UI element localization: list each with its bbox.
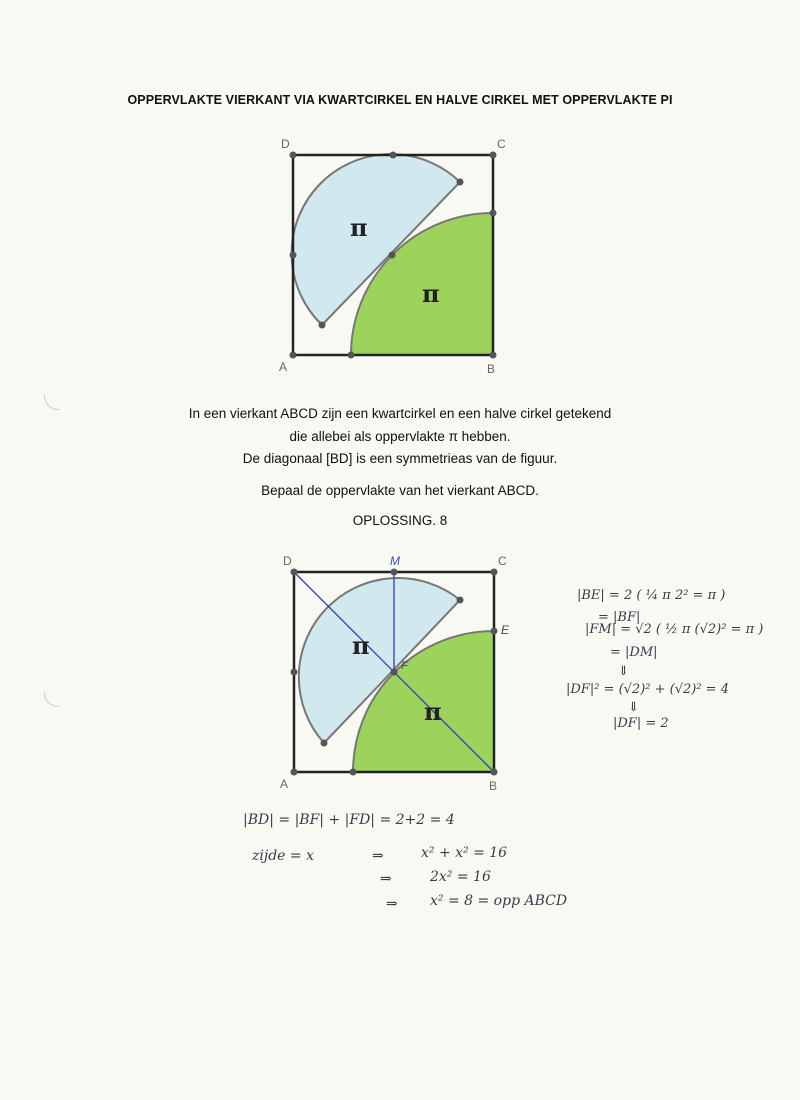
note-eq-2: 2x² = 16	[430, 869, 491, 885]
note-be: |BE| = 2 ( ¼ π 2² = π )	[577, 588, 726, 603]
note-df-squared: |DF|² = (√2)² + (√2)² = 4	[566, 682, 729, 697]
label-e: E	[501, 623, 510, 637]
note-fm: |FM| = √2 ( ½ π (√2)² = π )	[585, 622, 764, 637]
label-m: M	[390, 554, 400, 568]
problem-line-2: die allebei als oppervlakte π hebben.	[289, 429, 511, 444]
pi-label-bottom: π	[424, 697, 442, 726]
note-eq-1: x² + x² = 16	[421, 845, 508, 861]
pi-label-top: π	[350, 213, 368, 242]
figure-1-drawing	[270, 130, 530, 380]
pi-label-bottom: π	[422, 279, 440, 308]
note-eq-3: x² = 8 = opp ABCD	[430, 893, 568, 909]
note-equals-bf: = |BF|	[598, 610, 641, 625]
note-equals-dm: = |DM|	[610, 645, 658, 660]
note-arrow-3: ⇒	[386, 896, 398, 912]
label-f: F	[401, 660, 408, 672]
note-df: |DF| = 2	[613, 716, 669, 731]
label-a: A	[279, 360, 288, 374]
note-arrow-1: ⇒	[372, 848, 384, 864]
figure-1	[270, 130, 530, 380]
figure-2	[272, 548, 532, 798]
problem-line-1: In een vierkant ABCD zijn een kwartcirkel en een halve cirkel getekend	[188, 406, 612, 421]
note-arrow-2: ⇒	[380, 871, 392, 887]
note-bd: |BD| = |BF| + |FD| = 2+2 = 4	[243, 812, 455, 828]
page-title: OPPERVLAKTE VIERKANT VIA KWARTCIRKEL EN HALVE CIRKEL MET OPPERVLAKTE PI	[127, 93, 673, 107]
note-arrow-down: ⇓	[628, 700, 639, 715]
problem-line-3: De diagonaal [BD] is een symmetrieas van de figuur.	[242, 451, 558, 466]
label-d: D	[281, 137, 290, 151]
label-c: C	[498, 554, 507, 568]
punch-hole-mark	[44, 692, 59, 707]
label-c: C	[497, 137, 506, 151]
solution-heading: OPLOSSING. 8	[352, 513, 448, 528]
figure-2-drawing	[272, 548, 532, 798]
label-d: D	[283, 554, 292, 568]
pi-label-top: π	[352, 631, 370, 660]
label-b: B	[489, 779, 498, 793]
label-a: A	[280, 777, 289, 791]
label-b: B	[487, 362, 496, 376]
note-arrow-down: ⇓	[618, 664, 629, 679]
problem-question: Bepaal de oppervlakte van het vierkant ABCD.	[261, 483, 539, 498]
note-side-x: zijde = x	[252, 848, 314, 864]
